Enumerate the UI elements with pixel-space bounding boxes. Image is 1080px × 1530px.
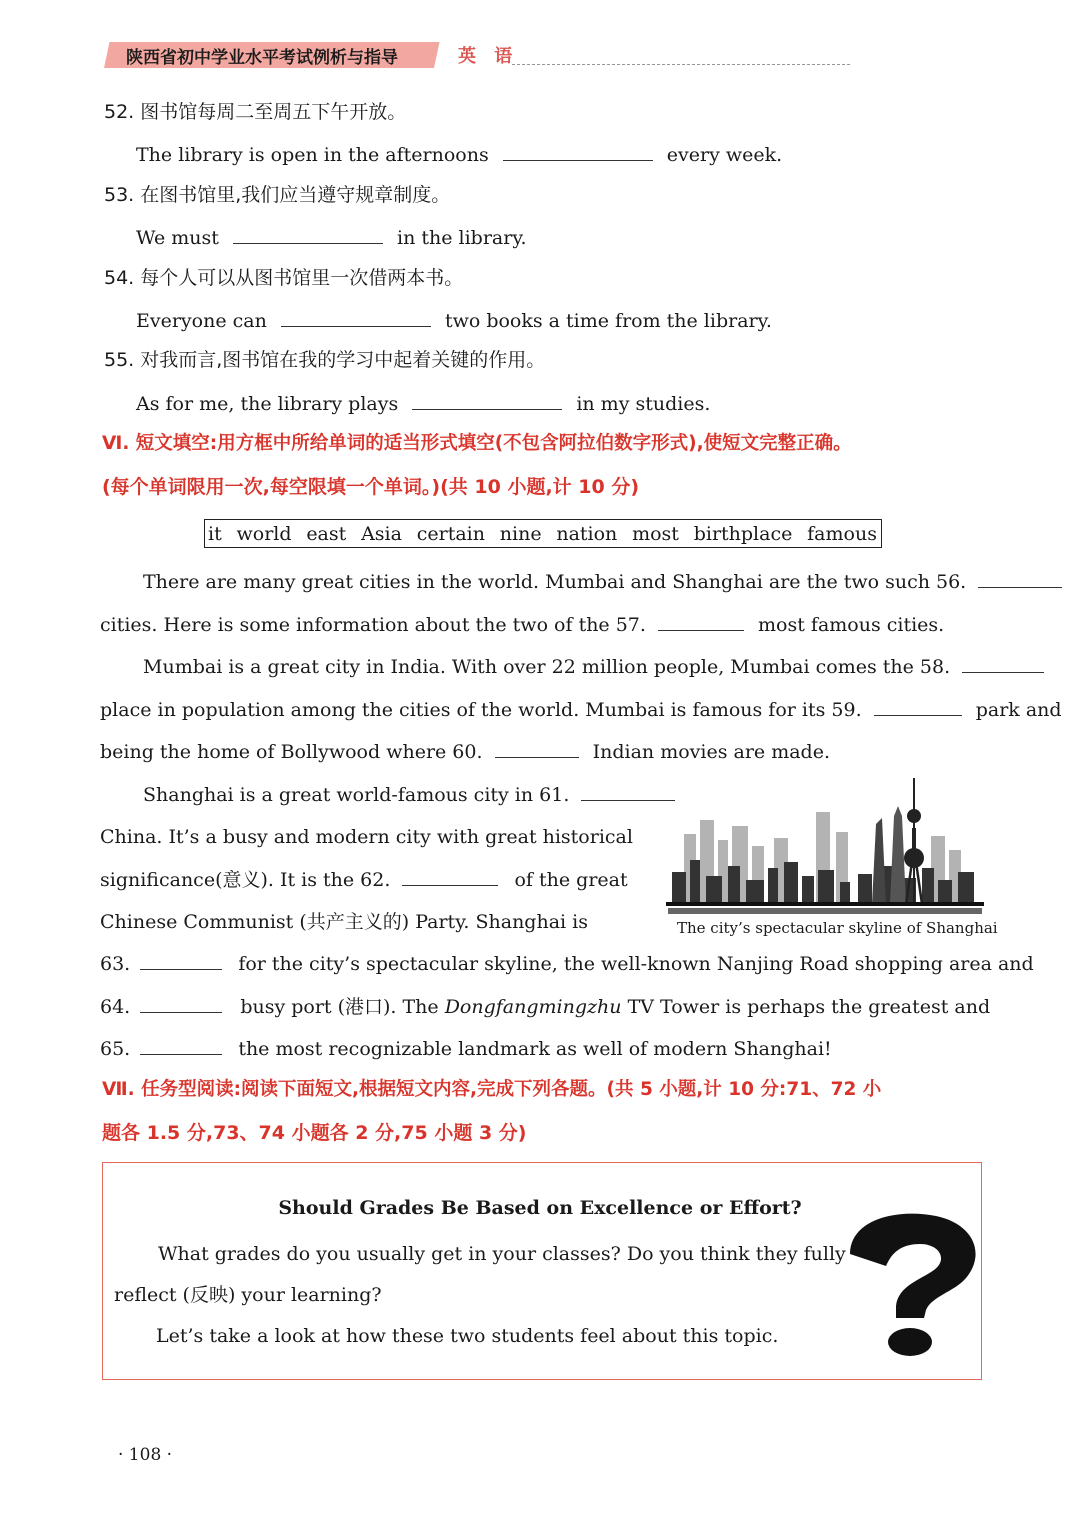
passage-text: park and: [975, 699, 1062, 721]
passage-text: Shanghai is a great world-famous city in 61.: [143, 784, 570, 806]
word-bank-item: nine: [499, 522, 542, 545]
word-bank-item: certain: [416, 522, 485, 545]
passage-line: [100, 952, 1034, 976]
section-7-heading-line1: Ⅶ. 任务型阅读:阅读下面短文,根据短文内容,完成下列各题。(共 5 小题,计 10 分:71、72 小: [102, 1079, 882, 1100]
passage-text: Mumbai is a great city in India. With over 22 million people, Mumbai comes the 58.: [143, 656, 951, 678]
passage-text: of the great: [514, 869, 628, 891]
subject-label: 英 语: [458, 46, 519, 67]
passage-text: cities. Here is some information about the two of the 57.: [100, 614, 646, 636]
item-52-chinese: 52. 图书馆每周二至周五下午开放。: [104, 101, 407, 123]
blank-60[interactable]: [495, 740, 579, 758]
passage-line: [100, 698, 1062, 722]
passage-line: [100, 740, 830, 764]
passage-line: [100, 613, 944, 637]
item-53-english: [136, 226, 527, 250]
item-53-chinese: 53. 在图书馆里,我们应当遵守规章制度。: [104, 184, 451, 206]
passage-text: busy port (港口). The: [240, 996, 439, 1018]
question-mark-icon: [836, 1210, 986, 1360]
passage-text: TV Tower is perhaps the greatest and: [627, 996, 991, 1018]
passage-line: Chinese Communist (共产主义的) Party. Shanghai is: [100, 911, 588, 933]
word-bank-item: birthplace: [693, 522, 793, 545]
blank-61[interactable]: [581, 783, 675, 801]
blank-57[interactable]: [658, 613, 744, 631]
reading-passage-line: What grades do you usually get in your classes? Do you think they fully: [158, 1243, 846, 1265]
word-bank-item: nation: [556, 522, 618, 545]
book-title: 陕西省初中学业水平考试例析与指导: [126, 48, 398, 68]
word-bank-item: world: [236, 522, 292, 545]
item-53-text-after: in the library.: [397, 227, 527, 249]
passage-line: China. It’s a busy and modern city with great historical: [100, 826, 633, 848]
image-caption: The city’s spectacular skyline of Shanghai: [677, 919, 998, 937]
section-6-heading-line1: Ⅵ. 短文填空:用方框中所给单词的适当形式填空(不包含阿拉伯数字形式),使短文完整正确。: [102, 433, 852, 454]
word-bank: [204, 519, 882, 548]
passage-line: [143, 655, 1044, 679]
item-52-text-before: The library is open in the afternoons: [136, 144, 489, 166]
item-55-english: [136, 392, 710, 416]
reading-passage-line: Let’s take a look at how these two students feel about this topic.: [156, 1325, 779, 1347]
blank-56[interactable]: [978, 570, 1062, 588]
item-55-text-after: in my studies.: [576, 393, 711, 415]
item-53-blank[interactable]: [233, 226, 383, 244]
passage-text-italic: Dongfangmingzhu: [444, 996, 622, 1018]
blank-58[interactable]: [962, 655, 1044, 673]
item-55-text-before: As for me, the library plays: [136, 393, 399, 415]
word-bank-item: most: [632, 522, 679, 545]
passage-line: [100, 1037, 832, 1061]
passage-text: 64.: [100, 996, 131, 1018]
word-bank-item: Asia: [361, 522, 402, 545]
page-header: [104, 40, 850, 70]
blank-62[interactable]: [402, 868, 498, 886]
passage-line: [100, 995, 990, 1019]
item-54-chinese: 54. 每个人可以从图书馆里一次借两本书。: [104, 267, 464, 289]
item-55-chinese: 55. 对我而言,图书馆在我的学习中起着关键的作用。: [104, 349, 546, 371]
passage-text: There are many great cities in the world. Mumbai and Shanghai are the two such 56.: [143, 571, 967, 593]
word-bank-item: east: [306, 522, 347, 545]
item-52-blank[interactable]: [503, 143, 653, 161]
passage-line: [143, 570, 1062, 594]
passage-text: Indian movies are made.: [592, 741, 830, 763]
passage-text: the most recognizable landmark as well of modern Shanghai!: [238, 1038, 832, 1060]
item-54-text-before: Everyone can: [136, 310, 267, 332]
item-54-text-after: two books a time from the library.: [444, 310, 772, 332]
page-number: · 108 ·: [118, 1445, 173, 1465]
item-54-english: [136, 309, 772, 333]
blank-59[interactable]: [874, 698, 962, 716]
item-52-english: [136, 143, 782, 167]
passage-text: being the home of Bollywood where 60.: [100, 741, 483, 763]
item-54-blank[interactable]: [281, 309, 431, 327]
passage-line: [100, 868, 628, 892]
passage-text: 63.: [100, 953, 131, 975]
word-bank-item: famous: [807, 522, 877, 545]
section-6-heading-line2: (每个单词限用一次,每空限填一个单词。)(共 10 小题,计 10 分): [102, 476, 640, 498]
blank-64[interactable]: [140, 995, 222, 1013]
blank-65[interactable]: [140, 1037, 222, 1055]
word-bank-item: it: [208, 522, 222, 545]
blank-63[interactable]: [140, 952, 222, 970]
header-divider: [512, 64, 850, 65]
passage-text: place in population among the cities of the world. Mumbai is famous for its 59.: [100, 699, 862, 721]
section-7-heading-line2: 题各 1.5 分,73、74 小题各 2 分,75 小题 3 分): [102, 1122, 527, 1144]
item-52-text-after: every week.: [666, 144, 783, 166]
reading-passage-title: Should Grades Be Based on Excellence or Effort?: [278, 1197, 802, 1219]
reading-passage-line: reflect (反映) your learning?: [114, 1284, 382, 1306]
passage-text: for the city’s spectacular skyline, the well-known Nanjing Road shopping area and: [238, 953, 1034, 975]
passage-text: significance(意义). It is the 62.: [100, 869, 391, 891]
passage-text: 65.: [100, 1038, 131, 1060]
item-53-text-before: We must: [136, 227, 219, 249]
passage-text: most famous cities.: [758, 614, 945, 636]
shanghai-skyline-image: [666, 776, 984, 918]
item-55-blank[interactable]: [412, 392, 562, 410]
passage-line: [143, 783, 675, 807]
